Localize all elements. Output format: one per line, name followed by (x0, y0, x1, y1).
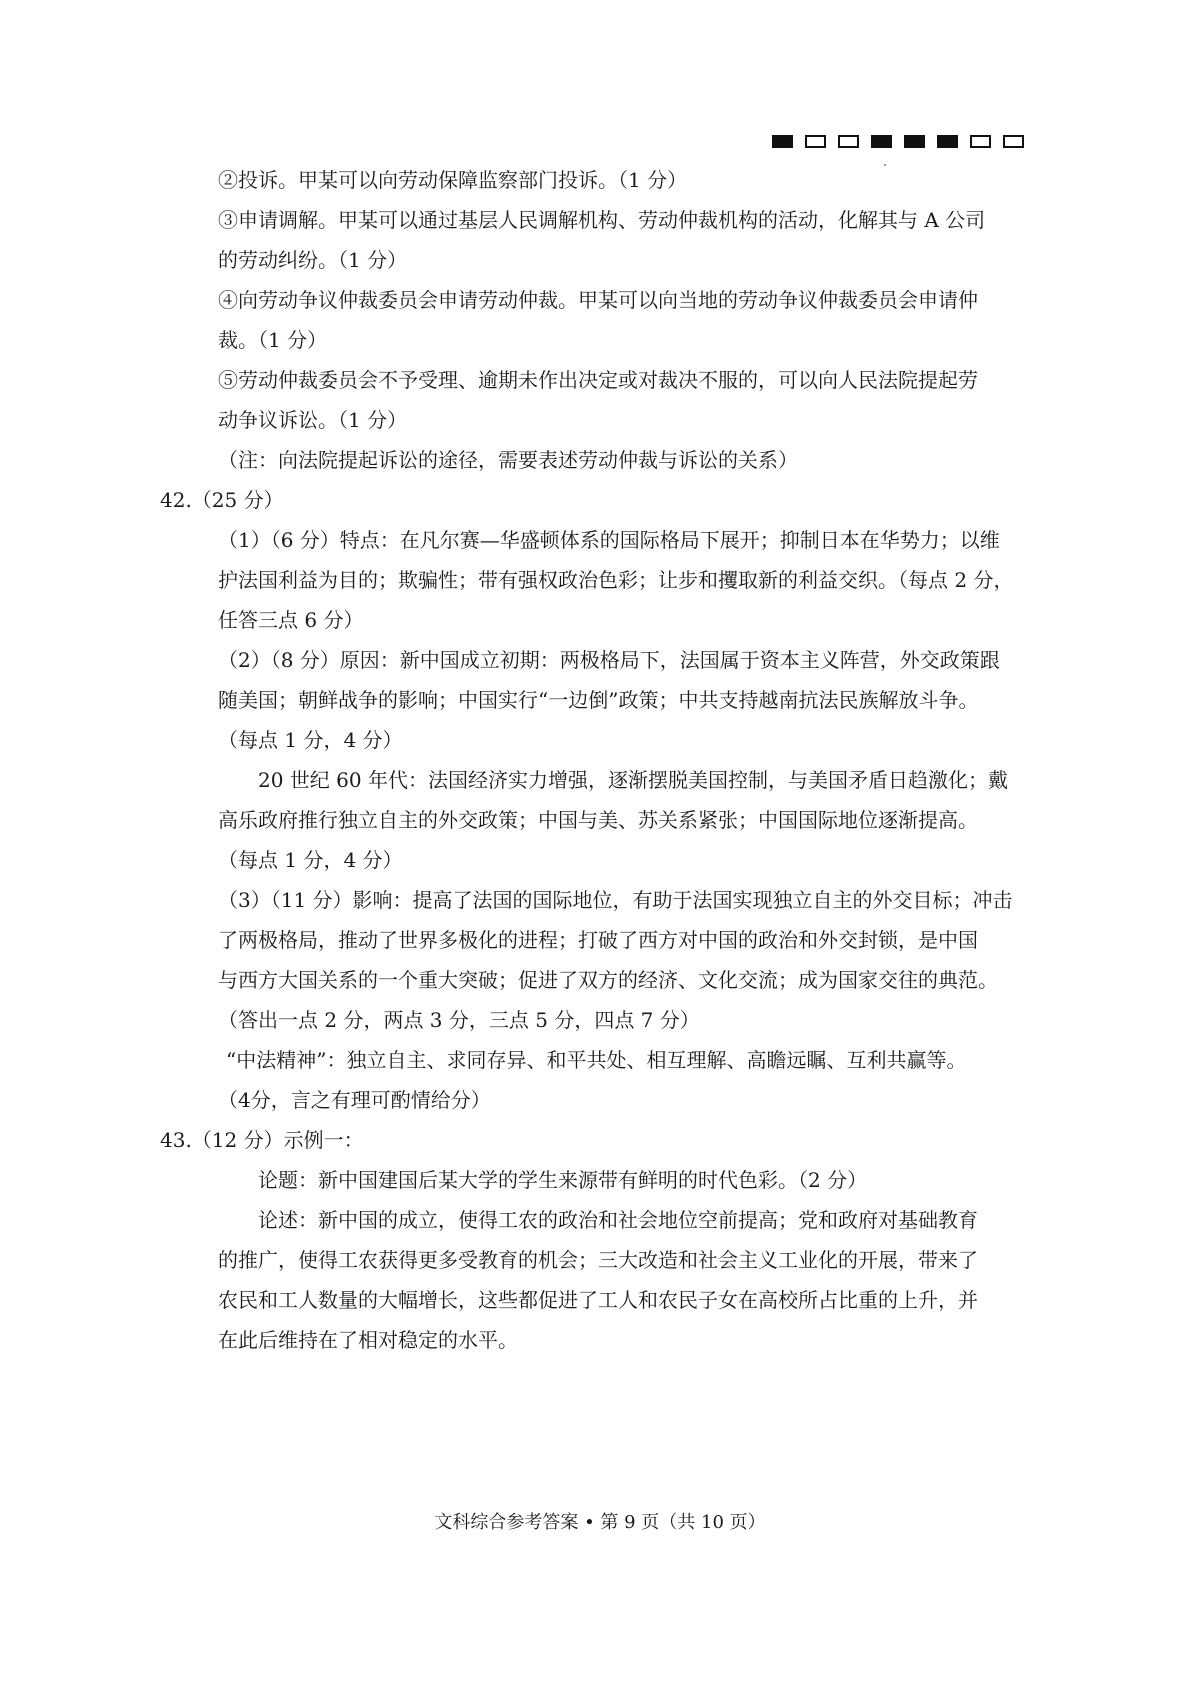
answer-note: （注：向法院提起诉讼的途径，需要表述劳动仲裁与诉讼的关系） (218, 448, 798, 472)
answer-line: “中法精神”：独立自主、求同存异、和平共处、相互理解、高瞻远瞩、互利共赢等。 (226, 1048, 967, 1072)
answer-line: （每点 1 分，4 分） (218, 728, 403, 752)
answer-line: 动争议诉讼。（1 分） (218, 408, 408, 432)
answer-line: 论题：新中国建国后某大学的学生来源带有鲜明的时代色彩。（2 分） (258, 1168, 868, 1192)
header-mark (838, 135, 859, 148)
answer-line: ④向劳动争议仲裁委员会申请劳动仲裁。甲某可以向当地的劳动争议仲裁委员会申请仲 (218, 288, 978, 312)
question-heading: 42.（25 分） (160, 488, 284, 512)
header-mark (970, 135, 991, 148)
answer-line: 任答三点 6 分） (218, 608, 364, 632)
header-mark (904, 135, 925, 148)
answer-line: （4分，言之有理可酌情给分） (218, 1088, 491, 1112)
header-marks (772, 135, 1024, 148)
answer-line: 20 世纪 60 年代：法国经济实力增强，逐渐摆脱美国控制，与美国矛盾日趋激化；戴 (258, 768, 1008, 792)
header-mark (805, 135, 826, 148)
answer-line: 的劳动纠纷。（1 分） (218, 248, 408, 272)
answer-line: 护法国利益为目的；欺骗性；带有强权政治色彩；让步和攫取新的利益交织。（每点 2 分， (218, 568, 1014, 592)
header-mark (1003, 135, 1024, 148)
answer-line: （每点 1 分，4 分） (218, 848, 403, 872)
header-mark (772, 135, 793, 148)
answer-line: 的推广，使得工农获得更多受教育的机会；三大改造和社会主义工业化的开展，带来了 (218, 1248, 978, 1272)
answer-line: （2）（8 分）原因：新中国成立初期：两极格局下，法国属于资本主义阵营，外交政策跟 (218, 648, 1000, 672)
page-footer: 文科综合参考答案 • 第 9 页（共 10 页） (434, 1512, 766, 1533)
answer-line: 在此后维持在了相对稳定的水平。 (218, 1328, 518, 1352)
answer-line: 裁。（1 分） (218, 328, 328, 352)
answer-line: 农民和工人数量的大幅增长，这些都促进了工人和农民子女在高校所占比重的上升，并 (218, 1288, 978, 1312)
answer-line: ③申请调解。甲某可以通过基层人民调解机构、劳动仲裁机构的活动，化解其与 A 公司 (218, 208, 986, 232)
answer-line: （1）（6 分）特点：在凡尔赛—华盛顿体系的国际格局下展开；抑制日本在华势力；以维 (218, 528, 1000, 552)
answer-line: （3）（11 分）影响：提高了法国的国际地位，有助于法国实现独立自主的外交目标；冲击 (218, 888, 1013, 912)
answer-line: ⑤劳动仲裁委员会不予受理、逾期未作出决定或对裁决不服的，可以向人民法院提起劳 (218, 368, 978, 392)
question-heading: 43.（12 分）示例一： (160, 1128, 364, 1152)
answer-line: 论述：新中国的成立，使得工农的政治和社会地位空前提高；党和政府对基础教育 (258, 1208, 978, 1232)
answer-line: ②投诉。甲某可以向劳动保障监察部门投诉。（1 分） (218, 168, 688, 192)
header-mark (871, 135, 892, 148)
answer-line: 随美国；朝鲜战争的影响；中国实行“一边倒”政策；中共支持越南抗法民族解放斗争。 (218, 688, 979, 712)
answer-line: （答出一点 2 分，两点 3 分，三点 5 分，四点 7 分） (218, 1008, 700, 1032)
answer-line: 高乐政府推行独立自主的外交政策；中国与美、苏关系紧张；中国国际地位逐渐提高。 (218, 808, 978, 832)
header-mark (937, 135, 958, 148)
answer-line: 与西方大国关系的一个重大突破；促进了双方的经济、文化交流；成为国家交往的典范。 (218, 968, 998, 992)
answer-line: 了两极格局，推动了世界多极化的进程；打破了西方对中国的政治和外交封锁，是中国 (218, 928, 978, 952)
scan-dot (884, 164, 886, 166)
